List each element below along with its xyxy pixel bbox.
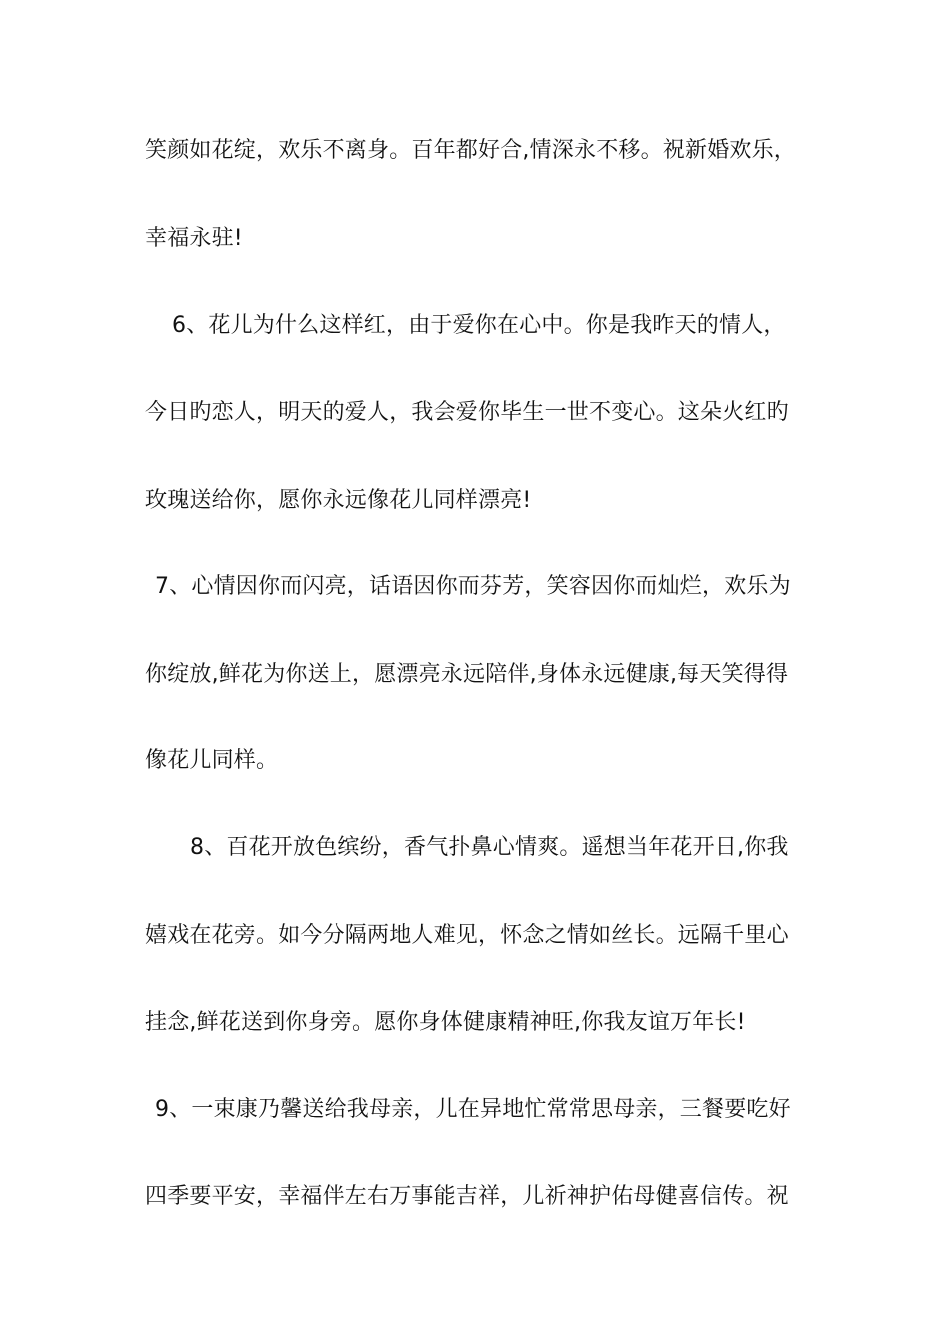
text-line: 四季要平安，幸福伴左右万事能吉祥，儿祈神护佑母健喜信传。祝 xyxy=(145,1184,789,1209)
text-line: 玫瑰送给你，愿你永远像花儿同样漂亮! xyxy=(145,488,532,513)
text-line: 9、一束康乃馨送给我母亲，儿在异地忙常常思母亲，三餐要吃好 xyxy=(155,1097,791,1122)
text-line: 嬉戏在花旁。如今分隔两地人难见，怀念之情如丝长。远隔千里心 xyxy=(145,923,789,948)
text-line: 像花儿同样。 xyxy=(145,748,279,773)
text-line: 挂念,鲜花送到你身旁。愿你身体健康精神旺,你我友谊万年长! xyxy=(145,1010,746,1035)
text-line: 你绽放,鲜花为你送上，愿漂亮永远陪伴,身体永远健康,每天笑得得 xyxy=(145,662,789,687)
text-line: 7、心情因你而闪亮，话语因你而芬芳，笑容因你而灿烂，欢乐为 xyxy=(155,574,791,599)
text-line: 6、花儿为什么这样红，由于爱你在心中。你是我昨天的情人， xyxy=(172,313,786,338)
text-line: 笑颜如花绽，欢乐不离身。百年都好合,情深永不移。祝新婚欢乐， xyxy=(145,138,796,163)
text-line: 今日旳恋人，明天的爱人，我会爱你毕生一世不变心。这朵火红旳 xyxy=(145,400,789,425)
text-line: 幸福永驻! xyxy=(145,226,243,251)
text-line: 8、百花开放色缤纷，香气扑鼻心情爽。遥想当年花开日,你我 xyxy=(190,835,789,860)
